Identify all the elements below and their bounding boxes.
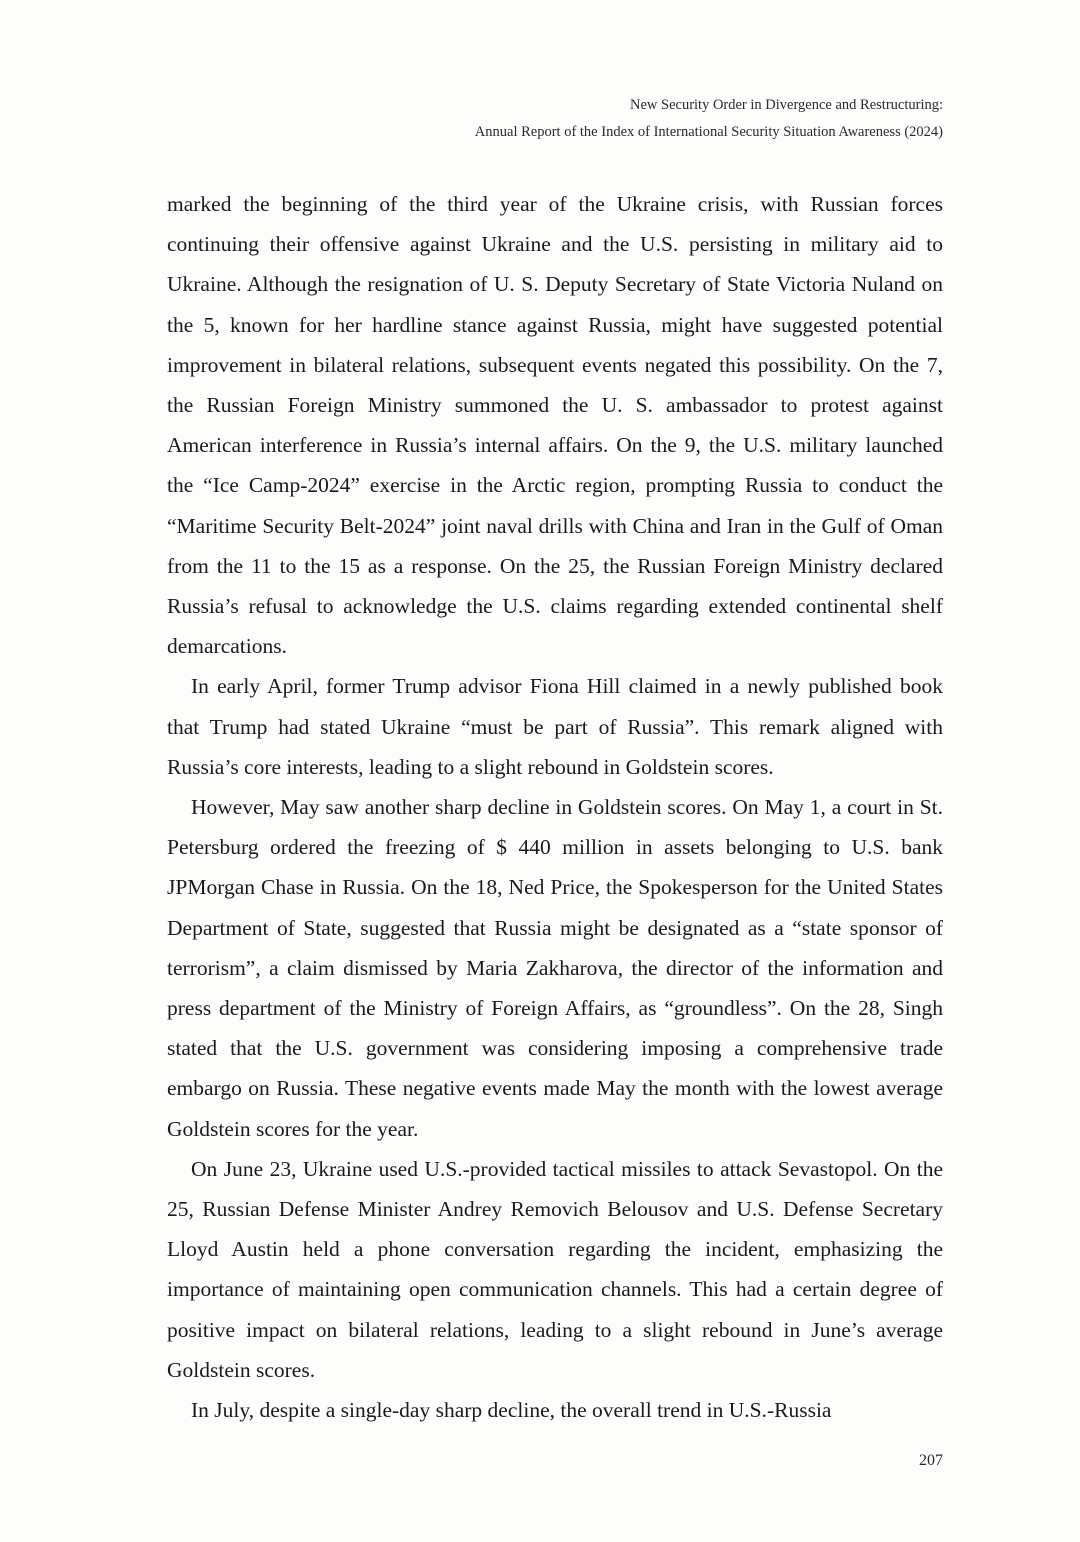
body-text	[167, 184, 943, 1430]
paragraph-july: In July, despite a single-day sharp decline, the overall trend in U.S.-Russia	[191, 1398, 832, 1423]
paragraph-continuation: marked the beginning of the third year of the Ukraine crisis, with Russian forces continuing their offensive against Ukraine and the U.S. persisting in military aid to Ukraine. Although the resignation of U. S. Deputy Secretary of State Victoria Nuland on the 5, known for her hardline stance against Russia, might have suggested potential improvement in bilateral relations, subsequent events negated this possibility. On the 7, the Russian Foreign Ministry summoned the U. S. ambassador to protest against American interference in Russia’s internal affairs. On the 9, the U.S. military launched the “Ice Camp-2024” exercise in the Arctic region, prompting Russia to conduct the “Maritime Security Belt-2024” joint naval drills with China and Iran in the Gulf of Oman from the 11 to the 15 as a response. On the 25, the Russian Foreign Ministry declared Russia’s refusal to acknowledge the U.S. claims regarding extended continental shelf demarcations.	[167, 192, 943, 659]
paragraph-june: On June 23, Ukraine used U.S.-provided tactical missiles to attack Sevastopol. On the 25, Russian Defense Minister Andrey Removich Belousov and U.S. Defense Secretary Lloyd Austin held a phone conversation regarding the incident, emphasizing the importance of maintaining open communication channels. This had a certain degree of positive impact on bilateral relations, leading to a slight rebound in June’s average Goldstein scores.	[167, 1156, 943, 1382]
page-number: 207	[919, 1452, 943, 1469]
running-header-title: New Security Order in Divergence and Restructuring:	[630, 97, 943, 113]
running-header-subtitle: Annual Report of the Index of International Security Situation Awareness (2024)	[474, 124, 943, 140]
running-header	[475, 92, 943, 146]
paragraph-april: In early April, former Trump advisor Fiona Hill claimed in a newly published book that Trump had stated Ukraine “must be part of Russia”. This remark aligned with Russia’s core interests, leading to a slight rebound in Goldstein scores.	[167, 674, 943, 779]
paragraph-may: However, May saw another sharp decline in Goldstein scores. On May 1, a court in St. Petersburg ordered the freezing of $ 440 million in assets belonging to U.S. bank JPMorgan Chase in Russia. On the 18, Ned Price, the Spokesperson for the United States Department of State, suggested that Russia might be designated as a “state sponsor of terrorism”, a claim dismissed by Maria Zakharova, the director of the information and press department of the Ministry of Foreign Affairs, as “groundless”. On the 28, Singh stated that the U.S. government was considering imposing a comprehensive trade embargo on Russia. These negative events made May the month with the lowest average Goldstein scores for the year.	[167, 795, 943, 1141]
